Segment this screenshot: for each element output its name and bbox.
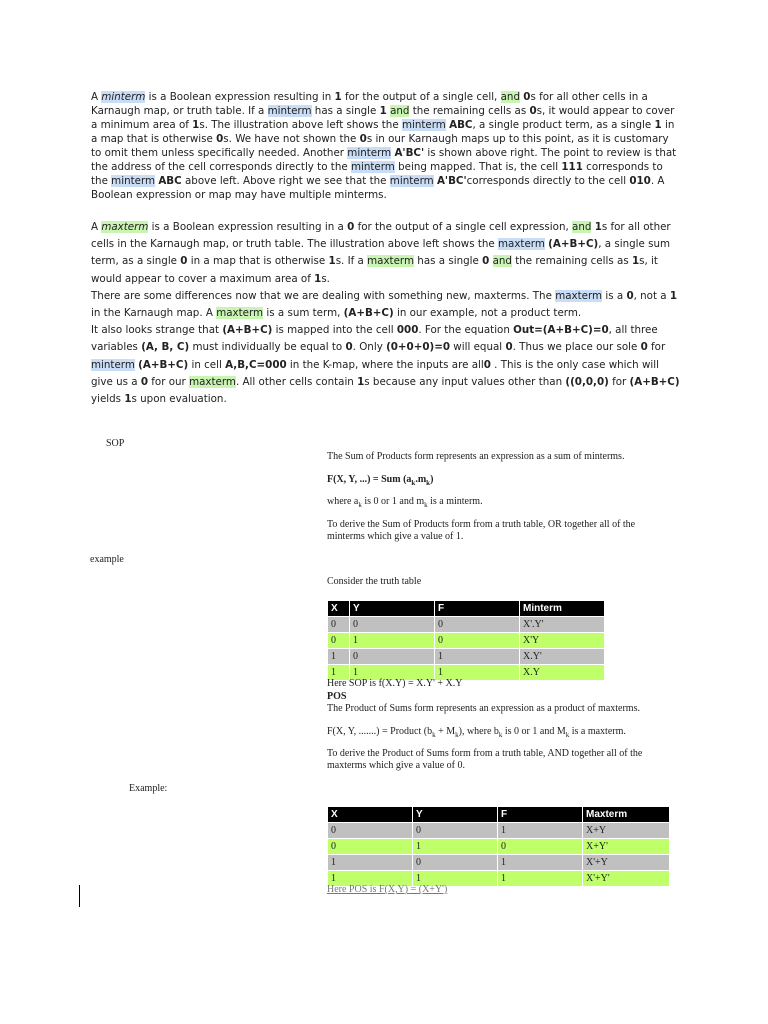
bold-term: 0 — [483, 358, 491, 371]
table-row — [328, 839, 670, 855]
table-cell: 1 — [435, 649, 520, 665]
table-cell: X'.Y' — [520, 617, 605, 633]
bold-term: (A+B+C) — [629, 375, 680, 388]
table-cell: 1 — [328, 855, 413, 871]
bold-term: 0 — [345, 341, 353, 354]
text-run: s. — [321, 272, 330, 285]
bold-term: 1 — [654, 119, 662, 131]
bold-term: 1 — [357, 375, 365, 388]
maxterm-paragraph — [91, 219, 681, 408]
pos-derive: To derive the Product of Sums form from a truth table, AND together all of the maxterms which give a value of 0. — [327, 748, 643, 771]
table-cell: 1 — [328, 871, 413, 887]
bold-term: A'BC' — [436, 175, 467, 187]
sop-label: SOP — [106, 438, 125, 449]
bold-term: A,B,C=000 — [225, 358, 287, 371]
table-row — [328, 649, 605, 665]
highlighted-term: maxterm — [498, 238, 545, 251]
highlighted-term: and — [390, 105, 410, 117]
text-run: , a single product term, as a single — [472, 119, 655, 131]
text-run: must individually be equal to — [189, 341, 346, 354]
table-cell: 0 — [413, 823, 498, 839]
table-cell: X+Y — [583, 823, 670, 839]
minterm-paragraph — [91, 90, 681, 202]
text-run: the remaining cells as — [511, 255, 632, 268]
bold-term: 1 — [594, 221, 602, 233]
bold-term: 1 — [124, 393, 132, 406]
table-row — [328, 633, 605, 649]
bold-term: 0 — [359, 133, 367, 145]
highlighted-term: maxterm — [555, 289, 603, 302]
highlighted-term: maxterm — [101, 221, 149, 233]
text-run: for the output of a single cell, — [341, 91, 501, 103]
text-run: s in our Karnaugh maps up to this point, as it is customary to omit them unless specifically needed. Another — [91, 133, 669, 159]
text-run: A — [91, 91, 102, 103]
bold-term: 0 — [626, 289, 634, 302]
table-cell: 0 — [498, 839, 583, 855]
text-run: yields — [91, 393, 125, 406]
sop-derive: To derive the Sum of Products form from a truth table, OR together all of the minterms which give a value of 1. — [327, 519, 636, 542]
bold-term: 0 — [347, 221, 355, 233]
pos-result-link[interactable]: Here POS is F(X,Y) = (X+Y') — [327, 884, 448, 895]
pos-intro: The Product of Sums form represents an expression as a product of maxterms. — [327, 703, 640, 714]
bold-term: 1 — [631, 255, 640, 268]
pos-header-row — [328, 807, 670, 823]
text-run: s upon evaluation. — [131, 393, 227, 406]
bold-term: 0 — [180, 255, 188, 268]
table-cell: 0 — [328, 823, 413, 839]
highlighted-term: minterm — [101, 91, 146, 103]
pos-example-label: Example: — [129, 783, 168, 794]
text-run: in our example, not a product term. — [393, 307, 582, 320]
pos-header-x: X — [328, 807, 413, 823]
pos-formula: F(X, Y, .......) = Product $(b_k + M_k)$, where $b_k$ is 0 or 1 and $M_k$ is a maxterm. — [327, 726, 626, 739]
table-cell: 0 — [328, 633, 350, 649]
bold-term: (A, B, C) — [141, 341, 190, 354]
table-cell: 1 — [328, 665, 350, 681]
pos-header-maxterm: Maxterm — [583, 807, 670, 823]
text-run: is shown above right. The point to review is that the address of the cell corresponds directly to the — [91, 147, 677, 173]
text-run: There are some differences now that we are dealing with something new, maxterms. The — [91, 289, 556, 302]
bold-term: (A+B+C) — [343, 307, 394, 320]
bold-term: 1 — [314, 272, 322, 285]
bold-term: A'BC' — [394, 147, 425, 159]
text-run: being mapped. That is, the cell — [394, 161, 562, 173]
pos-header-f: F — [498, 807, 583, 823]
text-run: , not a — [633, 289, 670, 302]
bold-term: 1 — [328, 255, 336, 268]
text-cursor — [79, 885, 80, 907]
text-run: for — [647, 341, 666, 354]
text-run: is a Boolean expression resulting in — [145, 91, 335, 103]
text-run: is mapped into the cell — [272, 324, 397, 337]
bold-term: ABC — [158, 175, 182, 187]
sop-result: Here SOP is f(X.Y) = X.Y' + X.Y — [327, 678, 463, 689]
text-run: has a single — [311, 105, 380, 117]
sop-example-label: example — [90, 554, 124, 565]
sop-consider: Consider the truth table — [327, 576, 422, 587]
pos-label: POS — [327, 691, 347, 702]
highlighted-term: minterm — [111, 175, 156, 187]
table-cell: X'Y — [520, 633, 605, 649]
table-row — [328, 823, 670, 839]
highlighted-term: maxterm — [367, 255, 415, 268]
bold-term: 1 — [379, 105, 387, 117]
text-run: s for all other cells in the Karnaugh map, or truth table. The illustration above left shows the — [91, 221, 671, 251]
text-run: corresponds directly to the cell — [466, 175, 630, 187]
table-cell: 0 — [328, 839, 413, 855]
bold-term: 0 — [505, 341, 513, 354]
text-run: will equal — [450, 341, 506, 354]
text-run: . For the equation — [418, 324, 514, 337]
table-cell: 1 — [350, 633, 435, 649]
table-cell: 0 — [413, 855, 498, 871]
table-cell: 0 — [350, 649, 435, 665]
highlighted-term: minterm — [91, 358, 135, 371]
text-run: , all three variables — [91, 324, 658, 354]
text-run: above left. Above right we see that the — [181, 175, 390, 187]
text-run: s for all other cells in a Karnaugh map, or truth table. If a — [91, 91, 648, 117]
text-run: in a map that is otherwise — [91, 119, 675, 145]
table-cell: X.Y — [520, 665, 605, 681]
highlighted-term: and — [572, 221, 592, 233]
text-run: the remaining cells as — [409, 105, 530, 117]
sop-formula: F(X, Y, ...) = Sum $(a_k.m_k)$ — [327, 474, 434, 487]
text-run: for our — [148, 375, 190, 388]
table-cell: X'+Y — [583, 855, 670, 871]
bold-term: 0 — [529, 105, 537, 117]
text-run: s, it would appear to cover a maximum area of — [91, 255, 658, 285]
text-run: It also looks strange that — [91, 324, 223, 337]
text-run: s. We have not shown the — [223, 133, 360, 145]
text-run: . Thus we place our sole — [512, 341, 641, 354]
table-cell: X.Y' — [520, 649, 605, 665]
highlighted-term: minterm — [350, 161, 395, 173]
text-run: for the output of a single cell expression, — [354, 221, 573, 233]
sop-header-y: Y — [350, 601, 435, 617]
highlighted-term: minterm — [389, 175, 434, 187]
table-cell: 1 — [498, 823, 583, 839]
sop-header-x: X — [328, 601, 350, 617]
table-row — [328, 617, 605, 633]
table-cell: 1 — [413, 871, 498, 887]
text-run: s. The illustration above left shows the — [199, 119, 402, 131]
sop-header-f: F — [435, 601, 520, 617]
table-cell: X+Y' — [583, 839, 670, 855]
text-run: A — [91, 221, 102, 233]
text-run: , a single sum term, as a single — [91, 238, 671, 268]
text-run: is a Boolean expression resulting in a — [148, 221, 348, 233]
table-cell: 1 — [413, 839, 498, 855]
bold-term: 0 — [640, 341, 648, 354]
text-run: . All other cells contain — [235, 375, 358, 388]
sop-where: where $a_k$ is 0 or 1 and $m_k$ is a minterm. — [327, 496, 483, 509]
bold-term: Out=(A+B+C)=0 — [513, 324, 609, 337]
bold-term: 0 — [140, 375, 149, 388]
text-run: for — [608, 375, 630, 388]
pos-truth-table — [327, 806, 670, 887]
bold-term: (A+B+C) — [222, 324, 273, 337]
bold-term: 0 — [523, 91, 531, 103]
text-run: s. If a — [335, 255, 368, 268]
table-row — [328, 855, 670, 871]
text-run: corresponds to the — [91, 161, 663, 187]
bold-term: (A+B+C) — [138, 358, 189, 371]
bold-term: (A+B+C) — [548, 238, 599, 251]
bold-term: (0+0+0)=0 — [386, 341, 451, 354]
bold-term: 000 — [396, 324, 419, 337]
table-cell: 1 — [328, 649, 350, 665]
highlighted-term: minterm — [347, 147, 392, 159]
table-cell: 1 — [435, 665, 520, 681]
bold-term: 1 — [669, 289, 678, 302]
highlighted-term: and — [492, 255, 512, 268]
bold-term: 1 — [192, 119, 200, 131]
table-cell: 0 — [328, 617, 350, 633]
bold-term: 1 — [334, 91, 342, 103]
text-run: s because any input values other than — [364, 375, 566, 388]
table-cell: 0 — [435, 633, 520, 649]
text-run: in cell — [188, 358, 226, 371]
highlighted-term: and — [500, 91, 520, 103]
table-cell: 1 — [350, 665, 435, 681]
sop-intro: The Sum of Products form represents an expression as a sum of minterms. — [327, 451, 625, 462]
text-run: s, it would appear to cover a minimum area of — [91, 105, 675, 131]
table-cell: X'+Y' — [583, 871, 670, 887]
bold-term: 010 — [629, 175, 651, 187]
sop-header-row — [328, 601, 605, 617]
text-run: in the Karnaugh map. A — [91, 307, 217, 320]
sop-header-minterm: Minterm — [520, 601, 605, 617]
highlighted-term: maxterm — [216, 307, 264, 320]
highlighted-term: minterm — [401, 119, 446, 131]
text-run: in the K-map, where the inputs are all — [286, 358, 484, 371]
table-cell: 1 — [498, 855, 583, 871]
table-cell: 0 — [435, 617, 520, 633]
text-run: is a — [602, 289, 627, 302]
highlighted-term: minterm — [267, 105, 312, 117]
table-cell: 1 — [498, 871, 583, 887]
bold-term: ABC — [449, 119, 473, 131]
text-run: . Only — [352, 341, 387, 354]
bold-term: 111 — [561, 161, 583, 173]
text-run: . A Boolean expression or map may have multiple minterms. — [91, 175, 665, 201]
text-run: in a map that is otherwise — [187, 255, 329, 268]
bold-term: 0 — [482, 255, 490, 268]
bold-term: ((0,0,0) — [565, 375, 609, 388]
text-run: has a single — [414, 255, 483, 268]
sop-truth-table — [327, 600, 605, 681]
text-run: . This is the only case which will give us a — [91, 358, 659, 388]
highlighted-term: maxterm — [189, 375, 236, 388]
pos-header-y: Y — [413, 807, 498, 823]
table-cell: 0 — [350, 617, 435, 633]
text-run: is a sum term, — [263, 307, 344, 320]
bold-term: 0 — [216, 133, 224, 145]
